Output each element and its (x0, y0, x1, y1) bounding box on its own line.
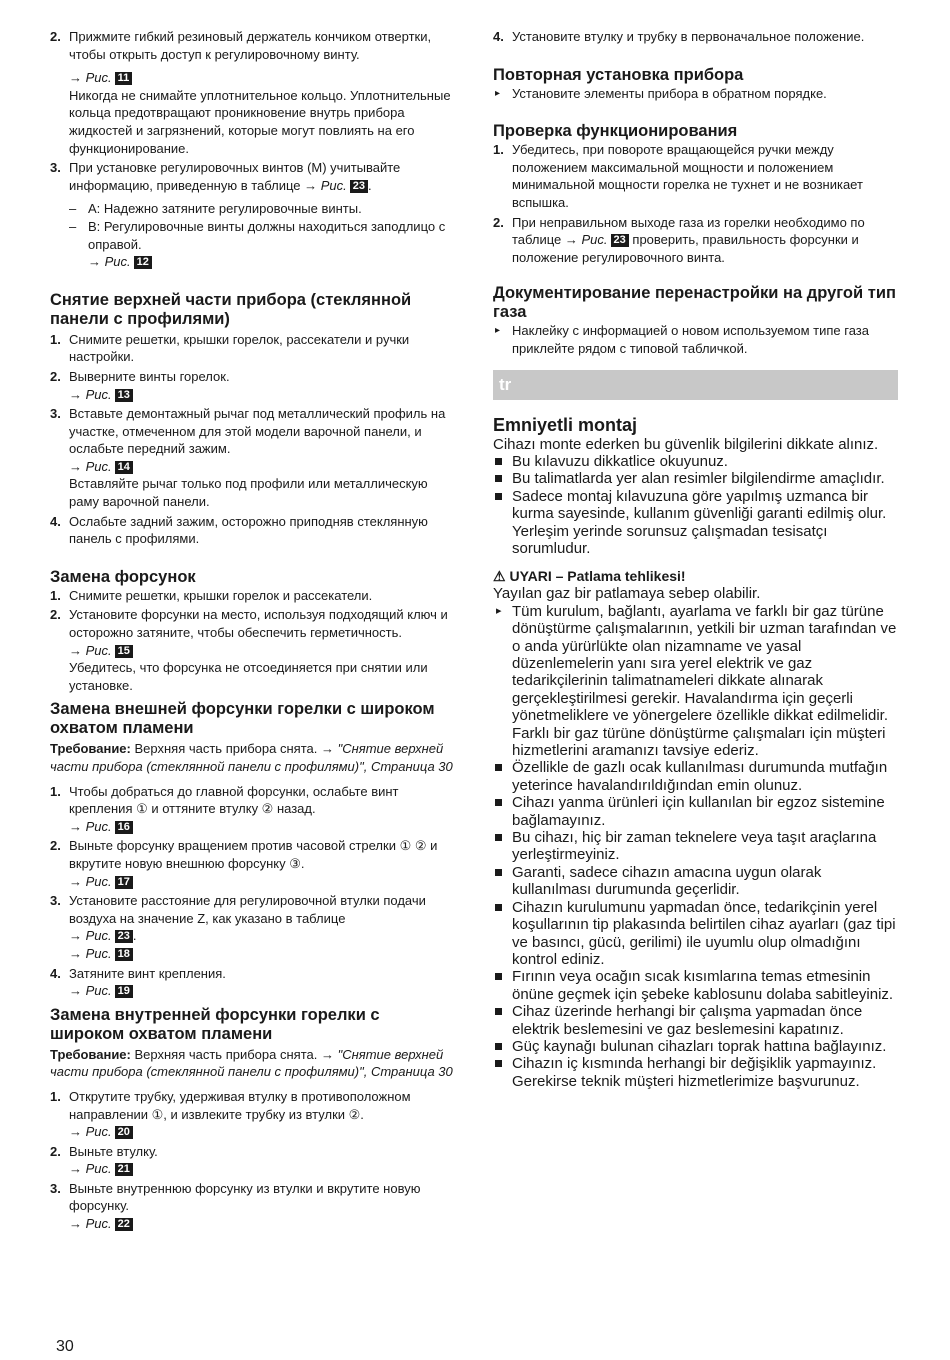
square-bullet-icon (495, 973, 502, 980)
square-bullet-icon (495, 1060, 502, 1067)
check-step-2: 2. При неправильном выходе газа из горелки необходимо по таблице → Рис. 23 проверить, правильность форсунки и положение регулировочного винта. (493, 214, 865, 265)
warning-title: ⚠ UYARI – Patlama tehlikesi! (493, 568, 686, 585)
square-bullet-icon (495, 458, 502, 465)
glass-step-4: 4. Ослабьте задний зажим, осторожно приподняв стеклянную панель с профилями. (50, 513, 428, 547)
heading-nozzle-replacement: Замена форсунок (50, 567, 196, 586)
step-2: 2. Прижмите гибкий резиновый держатель кончиком отвертки, чтобы открыть доступ к регулировочному винту. (50, 29, 432, 62)
page-number: 30 (56, 1338, 74, 1355)
square-bullet-icon (495, 799, 502, 806)
inner-step-1: 1. Открутите трубку, удерживая втулку в противоположном направлении ①, и извлеките трубку из втулки ②. (50, 1088, 411, 1122)
glass-step-1: 1. Снимите решетки, крышки горелок, рассекатели и ручки настройки. (50, 331, 410, 365)
dash-item-b: – B: Регулировочные винты должны находиться заподлицо с оправой. (69, 218, 446, 252)
step-3: 3. При установке регулировочных винтов (M) учитывайте информацию, приведенную в таблице → Рис. 23 . (50, 160, 401, 193)
right-column (493, 28, 898, 1090)
warning-intro: Yayılan gaz bir patlamaya sebep olabilir. (493, 585, 761, 603)
warning-bullet-10: Cihazın iç kısmında herhangi bir değişiklik yapmayınız. Gerekirse teknik müşteri hizmetlerimize başvurunuz. (493, 1055, 898, 1090)
heading-glass-removal: Снятие верхней части прибора (стеклянной панели с профилями) (50, 290, 412, 328)
figure-ref-23: → Рис. 23 . (69, 928, 137, 944)
figure-ref-17: → Рис. 17 (50, 873, 455, 891)
glass-step-3: 3. Вставьте демонтажный рычаг под металлический профиль на участке, отмеченном для этой модели варочной панели, и ослабьте передний зажим. (50, 406, 446, 457)
warning-bullet-3: Cihazı yanma ürünleri için kullanılan bir egzoz sistemine bağlamayınız. (493, 794, 898, 829)
heading-reinstall: Повторная установка прибора (493, 65, 744, 84)
glass-step-2: 2. Выверните винты горелок. (50, 368, 230, 384)
figure-ref-16: → Рис. 16 (50, 818, 455, 836)
square-bullet-icon (495, 869, 502, 876)
warning-bullet-6: Cihazın kurulumunu yapmadan önce, tedarikçinin yerel koşullarının tip plakasında belirtilen cihaz ayarları (gaz tipi ve basıncı, gücü, gerilimi) ile uyumlu olup olmadığını kontrol ediniz. (493, 899, 898, 969)
figure-ref-18: → Рис. 18 (50, 945, 455, 963)
nozzle-step-1: 1. Снимите решетки, крышки горелок и рассекатели. (50, 587, 373, 603)
warning-bullet-8: Cihaz üzerinde herhangi bir çalışma yapmadan önce elektrik beslemesini ve gaz beslemesini kapatınız. (493, 1003, 898, 1038)
outer-step-2: 2. Выньте форсунку вращением против часовой стрелки ① ② и вкрутите новую внешнюю форсунку ③. (50, 838, 438, 871)
outer-step-4: 4. Затяните винт крепления. (50, 965, 226, 981)
inner-step-4: 4. Установите втулку и трубку в первоначальное положение. (493, 29, 865, 44)
glass-step-3-note: Вставляйте рычаг только под профили или металлическую раму варочной панели. (69, 476, 428, 510)
figure-ref-20: → Рис. 20 (50, 1123, 455, 1141)
safe-bullet-1: Bu kılavuzu dikkatlice okuyunuz. (493, 453, 898, 470)
warning-bullet-5: Garanti, sadece cihazın amacına uygun olarak kullanılması durumunda geçerlidir. (493, 864, 898, 899)
warning-bullet-2: Özellikle de gazlı ocak kullanılması durumunda mutfağın yeterince havalandırıldığından emin olunuz. (493, 759, 898, 794)
square-bullet-icon (495, 493, 502, 500)
square-bullet-icon (495, 764, 502, 771)
figure-ref-21: → Рис. 21 (50, 1160, 455, 1178)
outer-step-3: 3. Установите расстояние для регулировочной втулки подачи воздуха на значение Z, как указано в таблице (50, 893, 426, 926)
square-bullet-icon (495, 1008, 502, 1015)
figure-ref-22: → Рис. 22 (50, 1215, 455, 1233)
safe-intro: Cihazı monte ederken bu güvenlik bilgilerini dikkate alınız. (493, 435, 879, 453)
left-column (50, 28, 455, 1233)
safe-bullet-2: Bu talimatlarda yer alan resimler bilgilendirme amaçlıdır. (493, 470, 898, 487)
warning-triangle-icon: ⚠ (493, 568, 506, 585)
warning-bullet-9: Güç kaynağı bulunan cihazları toprak hattına bağlayınız. (493, 1038, 898, 1055)
outer-step-1: 1. Чтобы добраться до главной форсунки, ослабьте винт крепления ① и оттяните втулку ② назад. (50, 783, 399, 817)
heading-function-check: Проверка функционирования (493, 122, 738, 141)
heading-safe-installation: Emniyetli montaj (493, 414, 638, 435)
nozzle-step-2: 2. Установите форсунки на место, используя подходящий ключ и осторожно затяните, чтобы обеспечить герметичность. (50, 607, 448, 641)
reinstall-item: ▸ Установите элементы прибора в обратном порядке. (495, 85, 827, 101)
dash-item-a: – A: Надежно затяните регулировочные винты. (69, 201, 362, 217)
figure-ref-15: → Рис. 15 (50, 642, 455, 660)
heading-documentation: Документирование перенастройки на другой тип газа (493, 284, 896, 322)
step-2-note: Никогда не снимайте уплотнительное кольцо. Уплотнительные кольца предотвращают проникновение внутрь прибора жидкостей и загрязнений, которые могут повлиять на его функционирование. (69, 87, 451, 156)
warning-bullet-4: Bu cihazı, hiç bir zaman teknelere veya taşıt araçlarına yerleştirmeyiniz. (493, 829, 898, 864)
figure-ref-13: → Рис. 13 (50, 386, 455, 404)
outer-requirement: Требование: Верхняя часть прибора снята. → "Снятие верхней части прибора (стеклянной панели с профилями)", Страница 30 (50, 741, 453, 774)
documentation-item: ▸ Наклейку с информацией о новом используемом типе газа приклейте рядом с типовой табличкой. (495, 323, 869, 356)
figure-ref-12: → Рис. 12 (50, 253, 455, 271)
square-bullet-icon (495, 1043, 502, 1050)
heading-inner-nozzle: Замена внутренней форсунки горелки с широком охватом пламени (50, 1005, 380, 1043)
square-bullet-icon (495, 834, 502, 841)
language-bar-tr: tr (493, 370, 898, 400)
figure-ref-19: → Рис. 19 (50, 982, 455, 1000)
inner-step-2: 2. Выньте втулку. (50, 1143, 158, 1159)
inner-step-3: 3. Выньте внутреннюю форсунку из втулки и вкрутите новую форсунку. (50, 1180, 421, 1214)
square-bullet-icon (495, 475, 502, 482)
nozzle-step-2-note: Убедитесь, что форсунка не отсоединяется при снятии или установке. (69, 660, 428, 693)
safe-bullet-3: Sadece montaj kılavuzuna göre yapılmış uzmanca bir kurma sayesinde, kullanım güvenliği garanti edilmiş olur. Yerleşim yerinde sorunsuz çalışmadan tesisatçı sorumludur. (493, 488, 898, 558)
figure-ref-14: → Рис. 14 (50, 458, 455, 476)
heading-outer-nozzle: Замена внешней форсунки горелки с широком охватом пламени (50, 700, 435, 738)
warning-item-1: ▸ Tüm kurulum, bağlantı, ayarlama ve farklı bir gaz türüne dönüştürme çalışmalarının, yetkili bir uzman tarafından ve o anda yürürlükte olan nizamname ve yasal düzenlemelerin yanı sıra yerel elektrik ve gaz tedarikçilerinin talimatnameleri dikkate alınarak gerçekleştirilmesi gerekir. Havalandırma için geçerli yönetmeliklere ve yönergelere özellikle dikkat edilmelidir. Farklı bir gaz türüne dönüştürme çalışmaları için müşteri hizmetlerini aramanızı tavsiye ederiz. (496, 602, 897, 760)
figure-ref-11: → Рис. 11 (50, 69, 455, 87)
square-bullet-icon (495, 904, 502, 911)
check-step-1: 1. Убедитесь, при повороте вращающейся ручки между положением максимальной мощности и положением минимальной мощности горелка не тухнет и не возникает вспышка. (493, 142, 863, 210)
inner-requirement: Требование: Верхняя часть прибора снята. → "Снятие верхней части прибора (стеклянной панели с профилями)", Страница 30 (50, 1046, 453, 1080)
warning-bullet-7: Fırının veya ocağın sıcak kısımlarına temas etmesinin önüne geçmek için şebeke kablosunu dolaba sabitleyiniz. (493, 968, 898, 1003)
